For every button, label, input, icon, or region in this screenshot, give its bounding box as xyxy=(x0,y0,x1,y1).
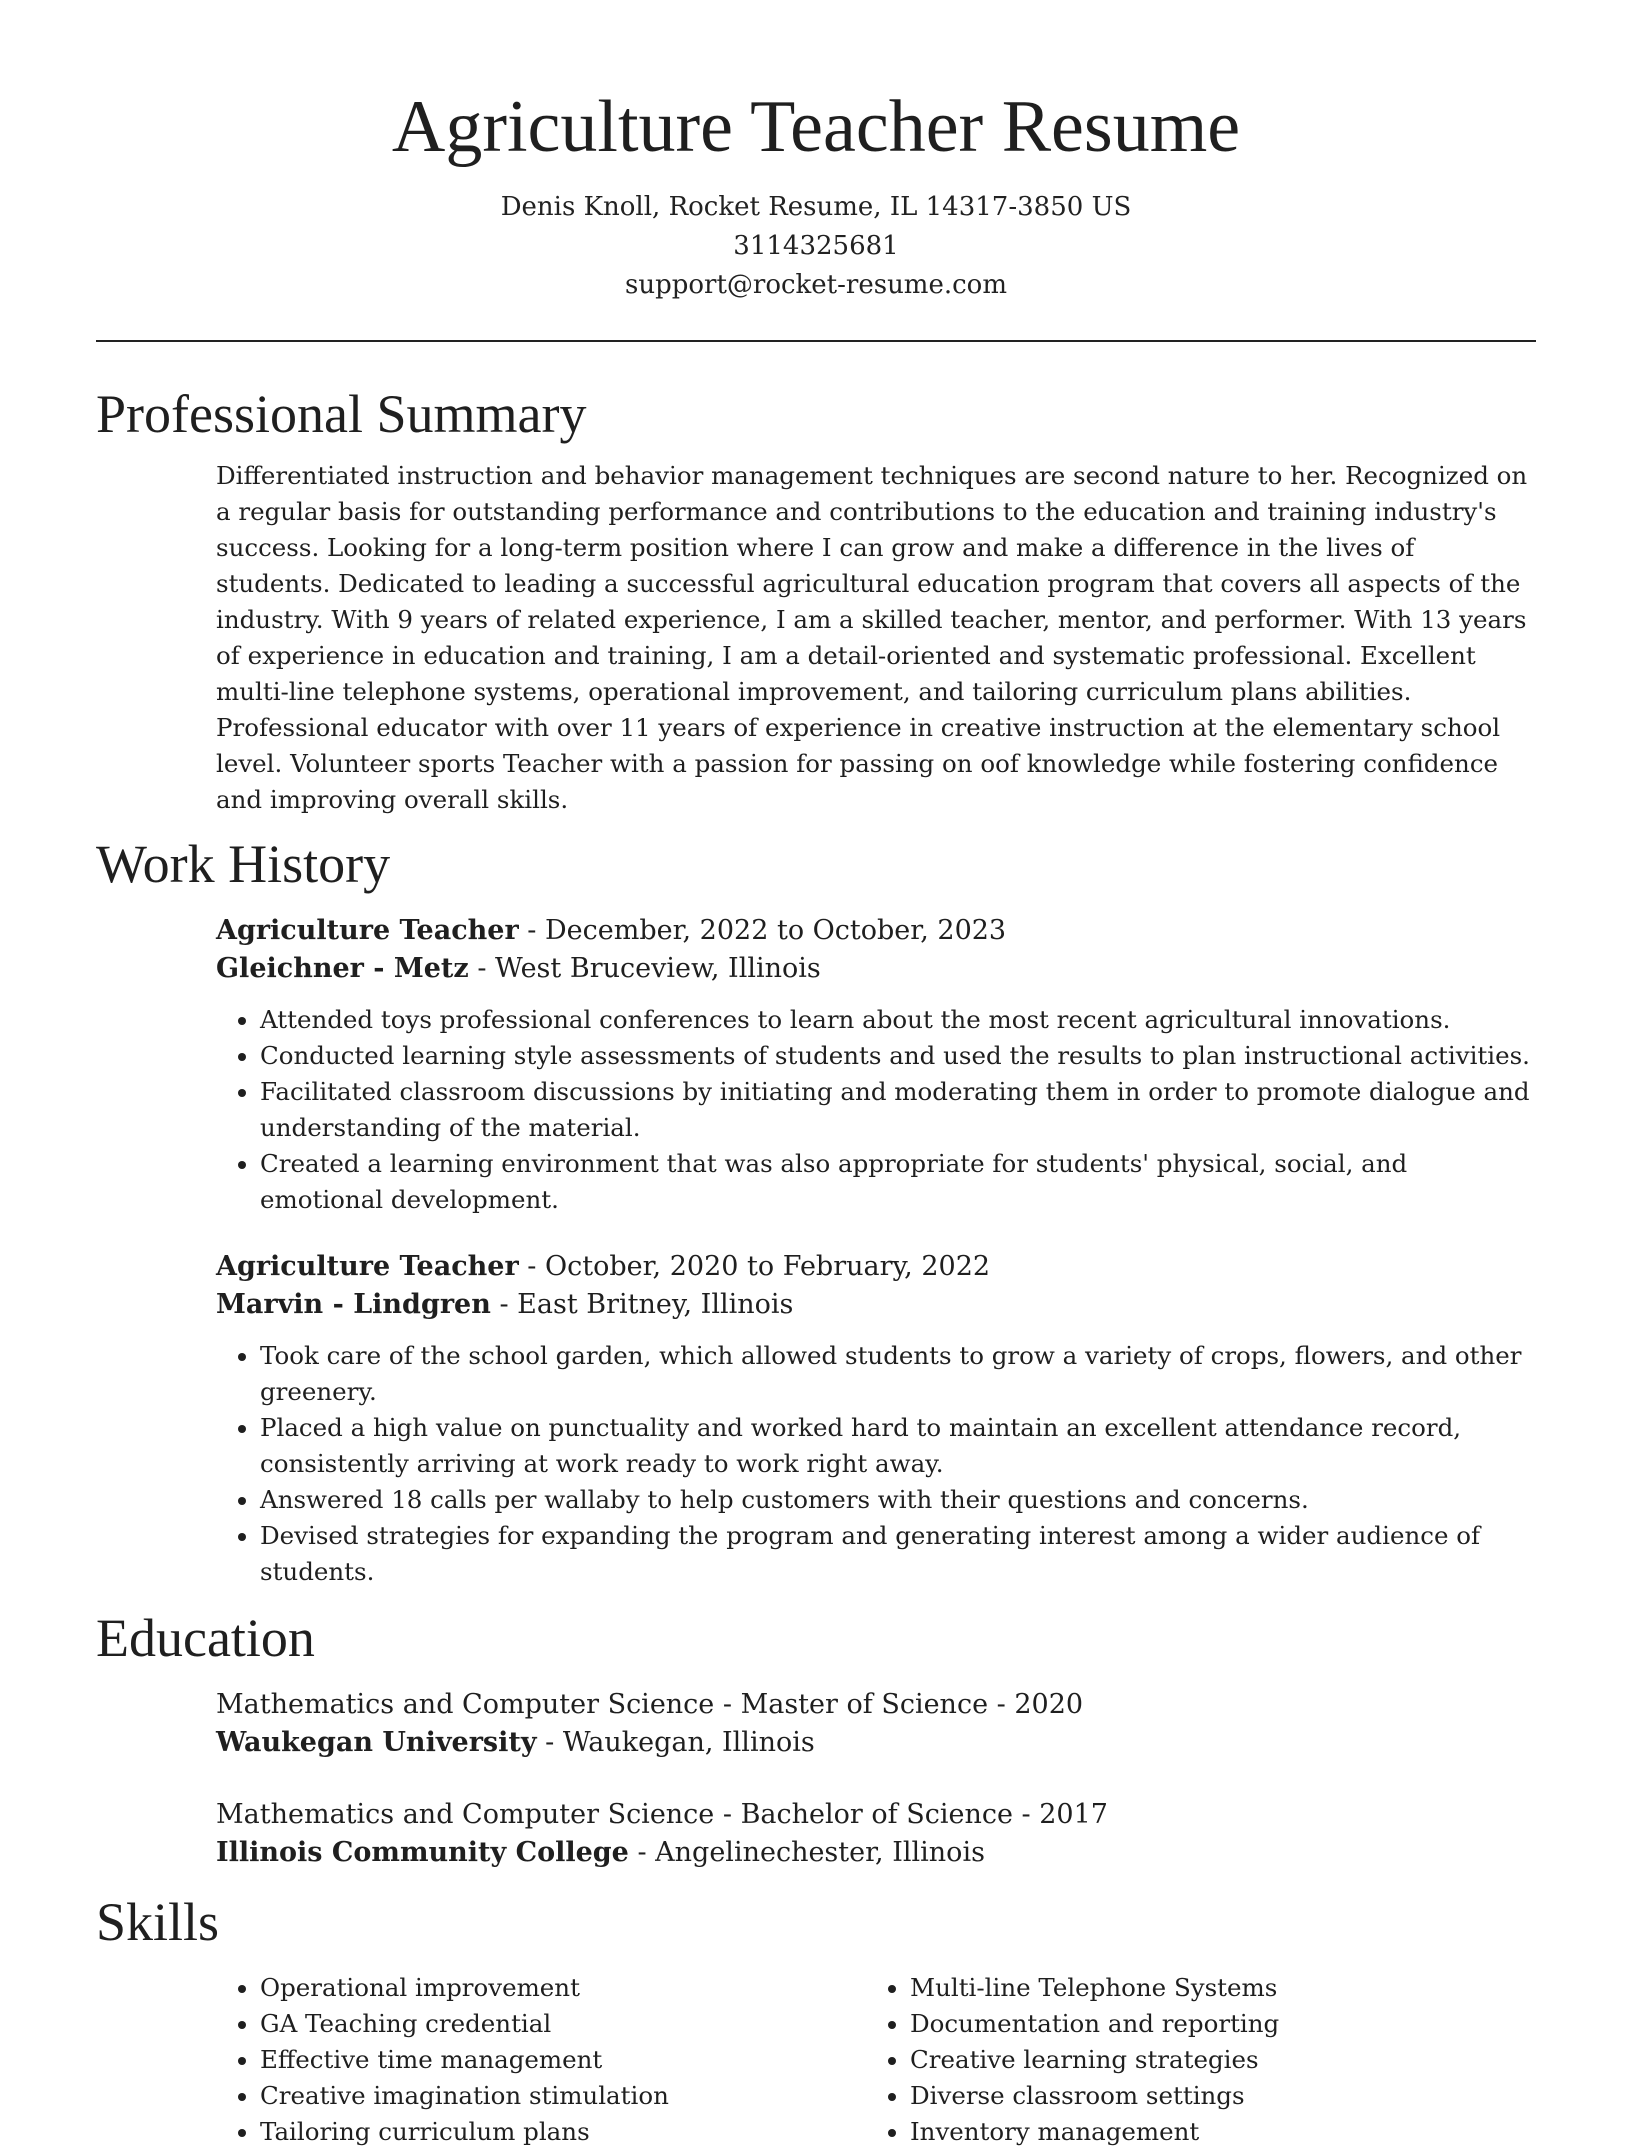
list-item: • Devised strategies for expanding the program and generating interest among a wider audience of students. xyxy=(260,1518,1536,1590)
list-item: • Inventory management xyxy=(910,2114,1516,2150)
job-dates: December, 2022 to October, 2023 xyxy=(544,915,1007,946)
resume-content xyxy=(96,378,1536,2150)
work-history-heading: Work History xyxy=(96,834,391,894)
list-item: • GA Teaching credential xyxy=(260,2006,866,2042)
school-name: Illinois Community College xyxy=(216,1837,629,1868)
list-item: • Tailoring curriculum plans xyxy=(260,2114,866,2150)
separator: - xyxy=(518,915,545,946)
job-duties-list xyxy=(216,1002,1536,1218)
job-location: West Bruceview, Illinois xyxy=(495,953,821,984)
list-item: • Creative imagination stimulation xyxy=(260,2078,866,2114)
summary-heading: Professional Summary xyxy=(96,384,587,444)
job-title: Agriculture Teacher xyxy=(216,1251,519,1282)
school-name: Waukegan University xyxy=(216,1727,537,1758)
school-line xyxy=(216,1724,1536,1762)
school-location: Waukegan, Illinois xyxy=(562,1727,815,1758)
separator: - xyxy=(536,1727,563,1758)
skills-columns xyxy=(216,1970,1536,2150)
job-dates: October, 2020 to February, 2022 xyxy=(544,1251,991,1282)
job-employer: Gleichner - Metz xyxy=(216,953,469,984)
separator: - xyxy=(628,1837,656,1868)
list-item: • Answered 18 calls per wallaby to help customers with their questions and concerns. xyxy=(260,1482,1536,1518)
list-item: • Took care of the school garden, which allowed students to grow a variety of crops, flowers, and other greenery. xyxy=(260,1338,1536,1410)
header-divider xyxy=(96,340,1536,342)
job-employer-line xyxy=(216,1286,1536,1324)
skills-heading: Skills xyxy=(96,1892,220,1952)
job-title: Agriculture Teacher xyxy=(216,915,519,946)
education-entry xyxy=(216,1686,1536,1762)
separator: - xyxy=(518,1251,545,1282)
resume-header xyxy=(0,0,1632,305)
separator: - xyxy=(468,953,496,984)
job-duties-list xyxy=(216,1338,1536,1590)
list-item: • Attended toys professional conferences to learn about the most recent agricultural innovations. xyxy=(260,1002,1536,1038)
contact-phone: 3114325681 xyxy=(733,231,899,261)
list-item: • Operational improvement xyxy=(260,1970,866,2006)
school-line xyxy=(216,1834,1536,1872)
work-history-section xyxy=(96,828,1536,1590)
list-item: • Documentation and reporting xyxy=(910,2006,1516,2042)
list-item: • Diverse classroom settings xyxy=(910,2078,1516,2114)
education-heading: Education xyxy=(96,1608,315,1668)
skills-list-right xyxy=(866,1970,1516,2150)
list-item: • Created a learning environment that was also appropriate for students' physical, social, and emotional development. xyxy=(260,1146,1536,1218)
contact-email: support@rocket-resume.com xyxy=(624,270,1007,300)
list-item: • Placed a high value on punctuality and worked hard to maintain an excellent attendance record, consistently arriving at work ready to work right away. xyxy=(260,1410,1536,1482)
degree-line: Mathematics and Computer Science - Master of Science - 2020 xyxy=(216,1689,1084,1720)
list-item: • Multi-line Telephone Systems xyxy=(910,1970,1516,2006)
list-item: • Conducted learning style assessments of students and used the results to plan instructional activities. xyxy=(260,1038,1536,1074)
contact-address: Denis Knoll, Rocket Resume, IL 14317-3850 US xyxy=(500,192,1132,222)
education-entry xyxy=(216,1796,1536,1872)
summary-section xyxy=(96,378,1536,818)
summary-text: Differentiated instruction and behavior management techniques are second nature to her. Recognized on a regular basis for outstanding performance and contributions to the education and training industry's success. Looking for a long-term position where I can grow and make a difference in the lives of students. Dedicated to leading a successful agricultural education program that covers all aspects of the industry. With 9 years of related experience, I am a skilled teacher, mentor, and performer. With 13 years of experience in education and training, I am a detail-oriented and systematic professional. Excellent multi-line telephone systems, operational improvement, and tailoring curriculum plans abilities. Professional educator with over 11 years of experience in creative instruction at the elementary school level. Volunteer sports Teacher with a passion for passing on oof knowledge while fostering confidence and improving overall skills. xyxy=(216,461,1528,814)
school-location: Angelinechester, Illinois xyxy=(655,1837,985,1868)
page-title: Agriculture Teacher Resume xyxy=(391,86,1241,168)
list-item: • Effective time management xyxy=(260,2042,866,2078)
list-item: • Creative learning strategies xyxy=(910,2042,1516,2078)
education-section xyxy=(96,1602,1536,1872)
job-title-line xyxy=(216,1248,1536,1286)
contact-block xyxy=(0,188,1632,305)
job-location: East Britney, Illinois xyxy=(517,1289,794,1320)
job-employer-line xyxy=(216,950,1536,988)
job-entry xyxy=(216,1248,1536,1590)
skills-list-left xyxy=(216,1970,866,2150)
job-entry xyxy=(216,912,1536,1218)
separator: - xyxy=(490,1289,518,1320)
skills-section xyxy=(96,1886,1536,2150)
job-employer: Marvin - Lindgren xyxy=(216,1289,491,1320)
list-item: • Facilitated classroom discussions by initiating and moderating them in order to promote dialogue and understanding of the material. xyxy=(260,1074,1536,1146)
job-title-line xyxy=(216,912,1536,950)
degree-line: Mathematics and Computer Science - Bachelor of Science - 2017 xyxy=(216,1799,1108,1830)
